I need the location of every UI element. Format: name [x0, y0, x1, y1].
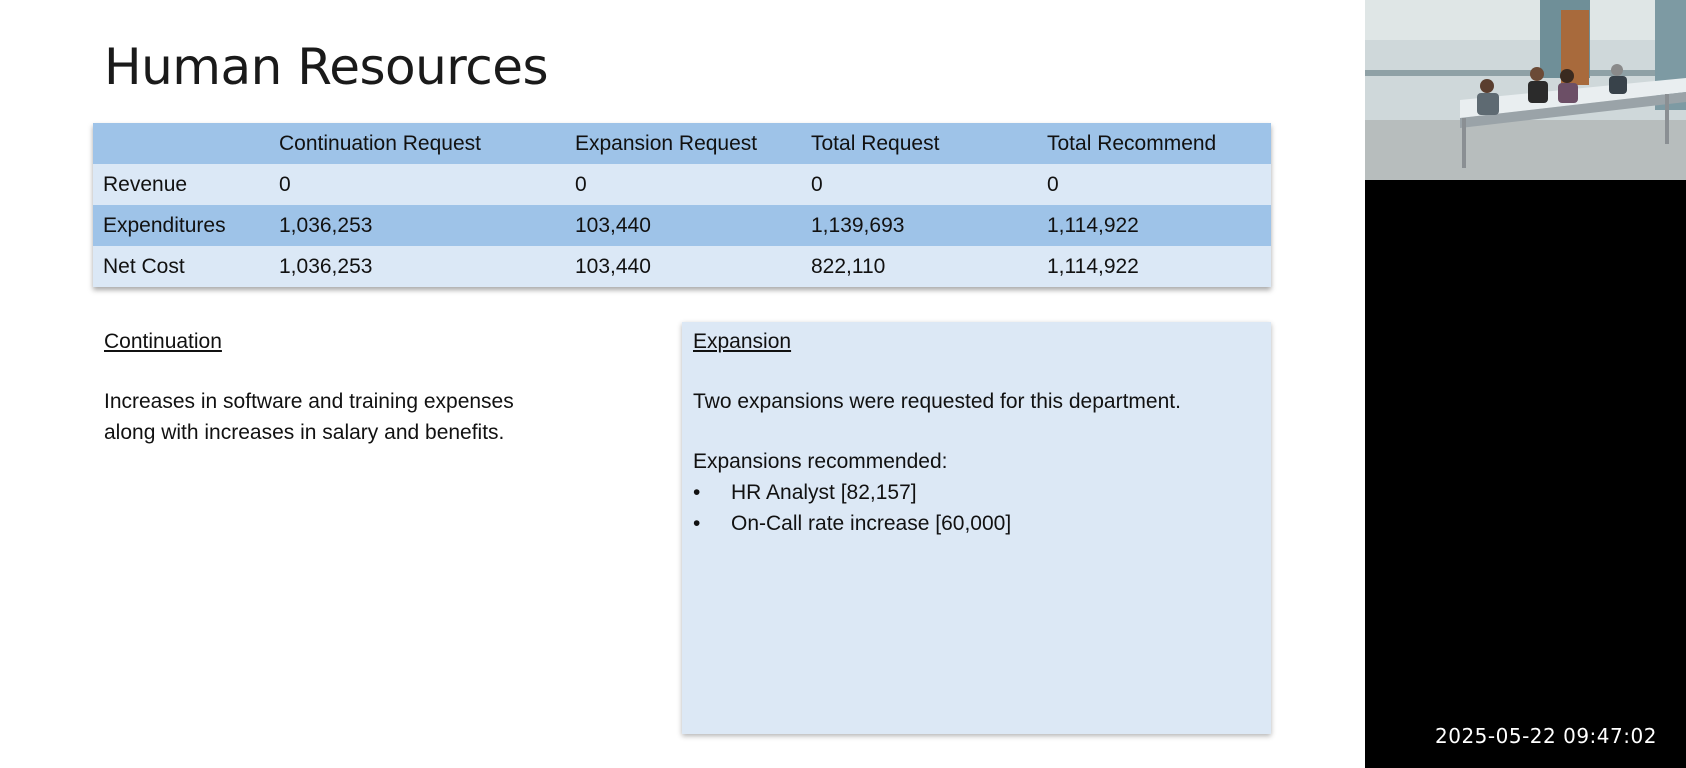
table-cell: 822,110 [811, 254, 886, 278]
table-header-cell: Continuation Request [279, 131, 481, 155]
list-item [693, 508, 1260, 539]
table-header-cell [93, 123, 269, 164]
table-cell: 1,139,693 [811, 213, 905, 237]
expansion-recommended-label: Expansions recommended: [693, 450, 948, 473]
list-item [693, 477, 1260, 508]
continuation-section [104, 326, 624, 448]
list-item-text: On-Call rate increase [60,000] [731, 512, 1012, 535]
table-header-cell: Expansion Request [575, 131, 758, 155]
table-cell: 0 [279, 172, 291, 196]
camera-video-feed [1365, 0, 1686, 180]
expansion-list [693, 477, 1260, 539]
table-row [93, 164, 1271, 205]
table-cell: 0 [811, 172, 823, 196]
continuation-body-line: along with increases in salary and benefits. [104, 421, 505, 444]
expansion-intro: Two expansions were requested for this department. [693, 390, 1181, 413]
table-row-label: Net Cost [103, 254, 185, 278]
table-cell: 0 [1047, 172, 1059, 196]
list-item-text: HR Analyst [82,157] [731, 481, 917, 504]
continuation-heading: Continuation [104, 330, 222, 353]
table-cell: 1,036,253 [279, 254, 373, 278]
table-header-row [93, 123, 1271, 164]
video-timestamp: 2025-05-22 09:47:02 [1435, 724, 1657, 748]
table-row-label: Expenditures [103, 213, 226, 237]
meeting-room-image [1365, 0, 1686, 180]
table-row [93, 246, 1271, 287]
slide-title: Human Resources [104, 38, 549, 96]
table-row-label: Revenue [103, 172, 188, 196]
table-cell: 103,440 [575, 213, 651, 237]
table-cell: 103,440 [575, 254, 651, 278]
expansion-box [682, 322, 1271, 734]
expansion-heading: Expansion [693, 330, 792, 353]
table-cell: 1,036,253 [279, 213, 373, 237]
bullet-icon: • [693, 512, 701, 535]
table-row [93, 205, 1271, 246]
table-cell: 1,114,922 [1047, 213, 1139, 237]
table-cell: 0 [575, 172, 587, 196]
bullet-icon: • [693, 481, 701, 504]
continuation-body-line: Increases in software and training expenses [104, 390, 514, 413]
table-header-cell: Total Request [811, 131, 940, 155]
budget-table [93, 123, 1271, 287]
table-cell: 1,114,922 [1047, 254, 1139, 278]
table-header-cell: Total Recommend [1047, 131, 1217, 155]
